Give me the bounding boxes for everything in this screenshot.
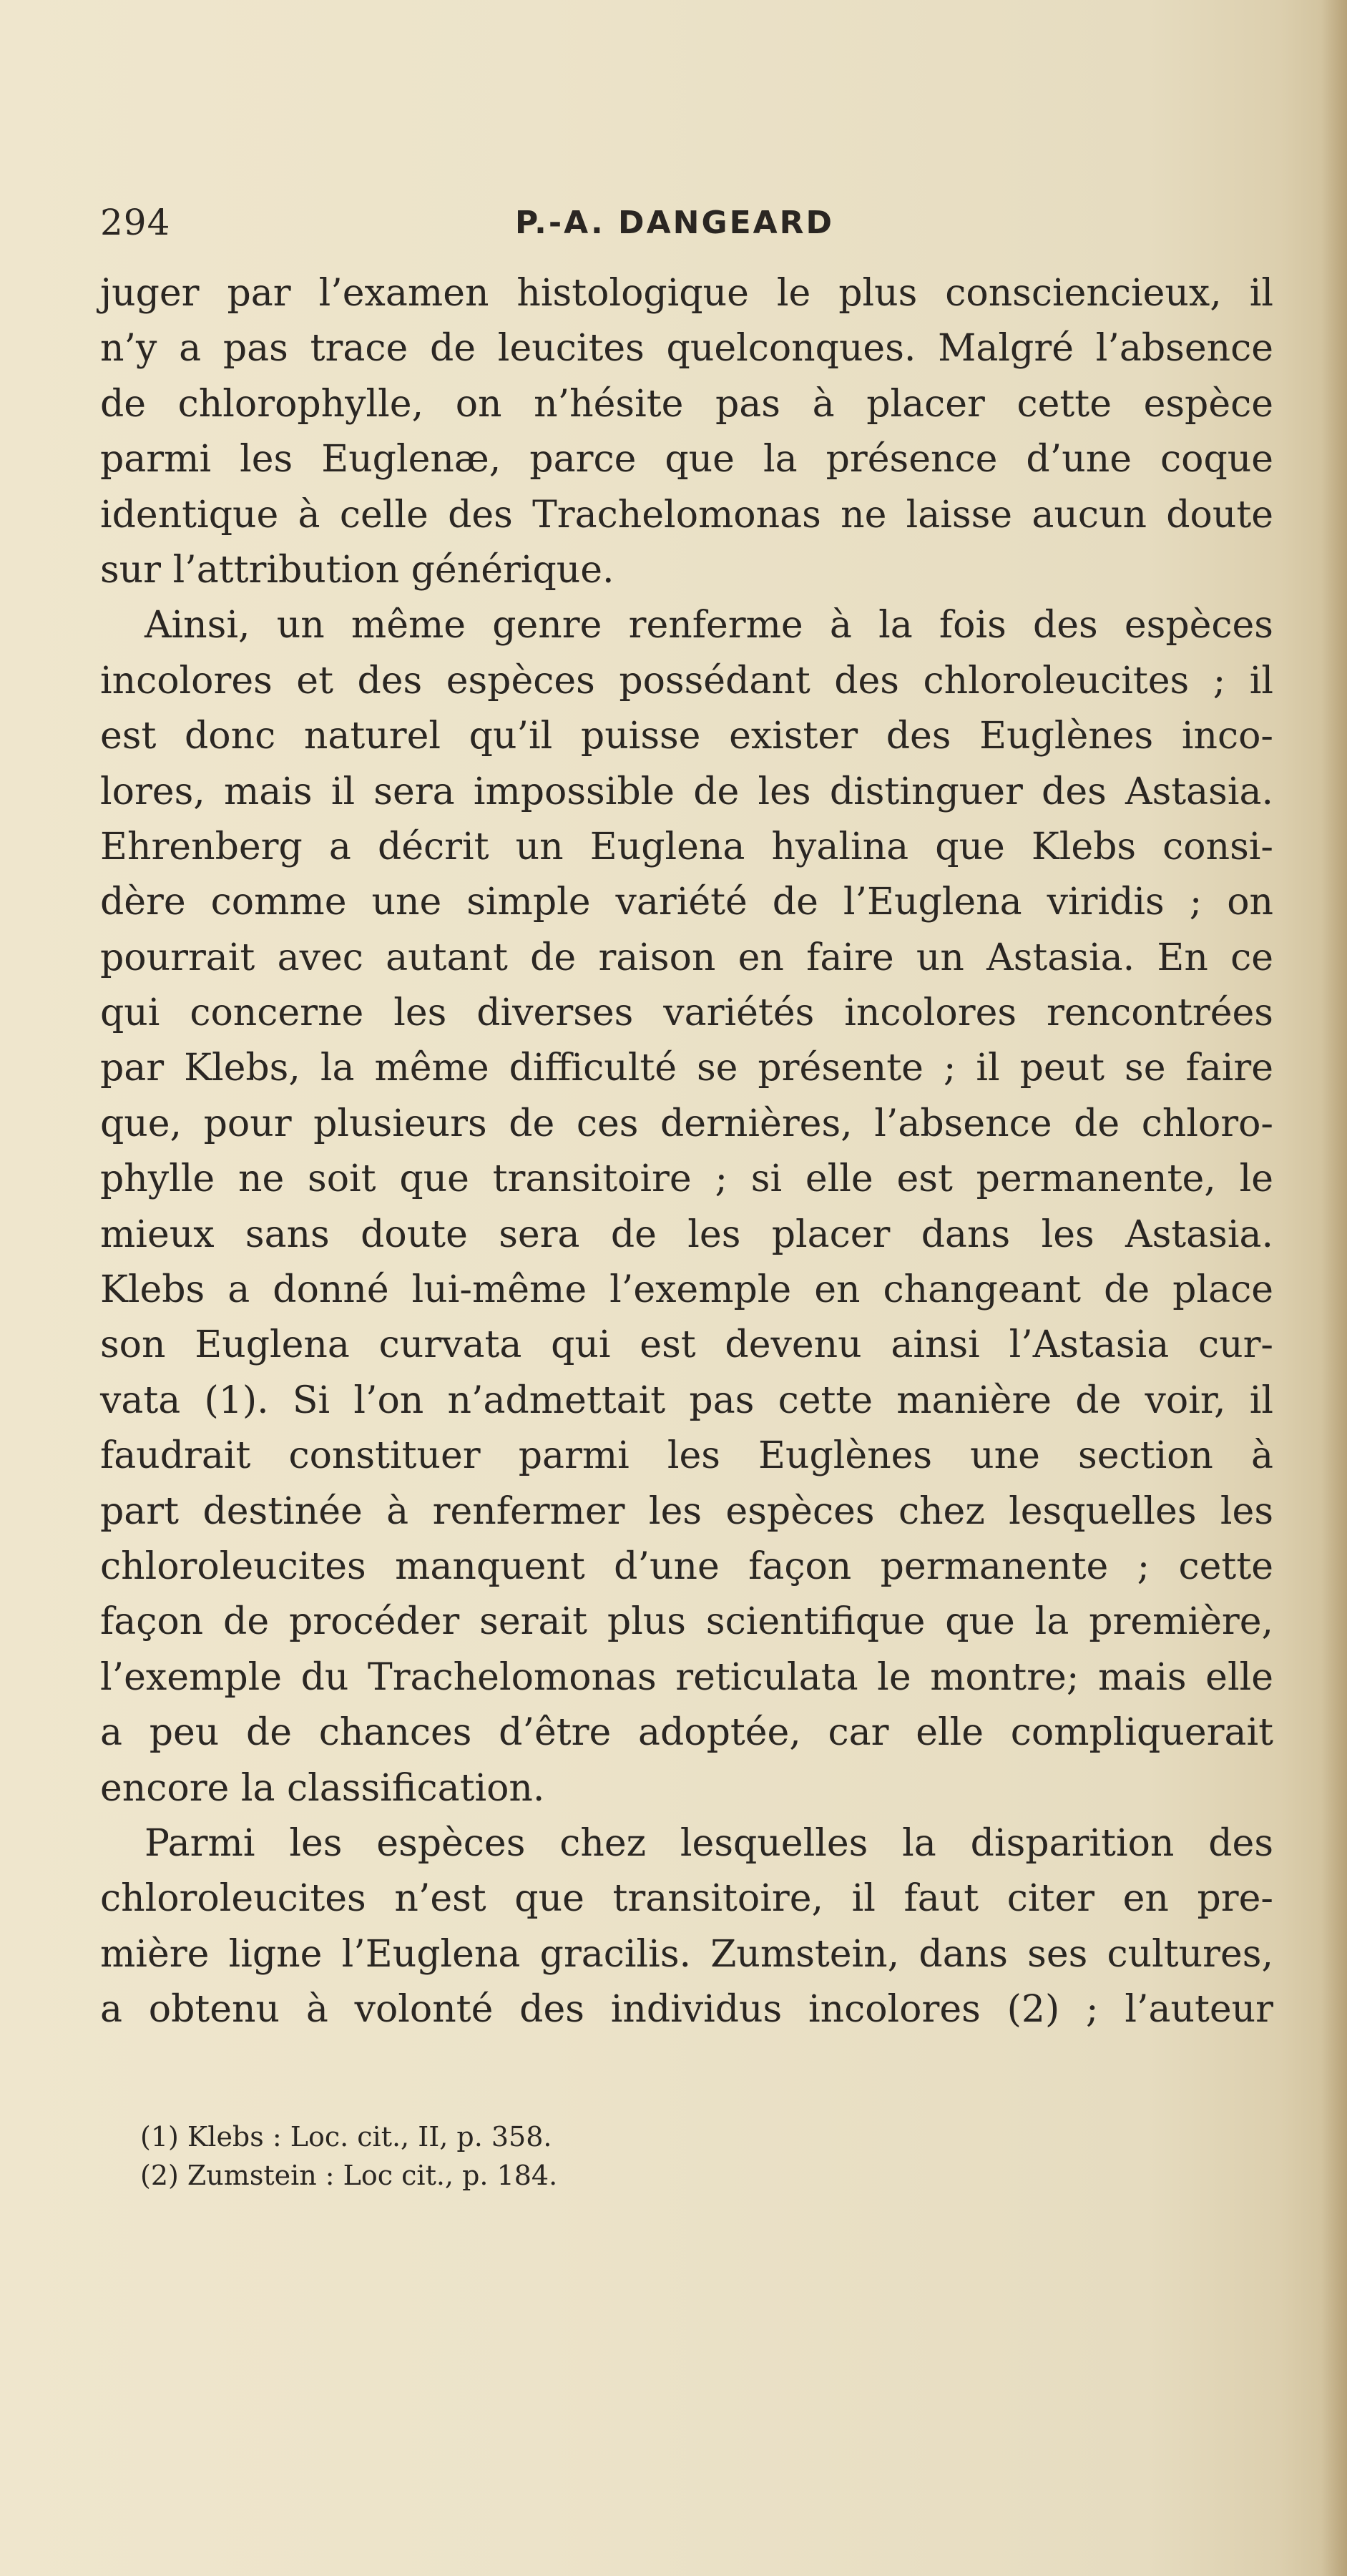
text-line: lores, mais il sera impossible de les distinguer des Astasia. — [100, 770, 1273, 813]
text-line: a peu de chances d’être adoptée, car elle compliquerait — [100, 1711, 1273, 1755]
text-line: faudrait constituer parmi les Euglènes une section à — [100, 1434, 1273, 1478]
text-line: qui concerne les diverses variétés incolores rencontrées — [100, 991, 1273, 1035]
text-line: vata (1). Si l’on n’admettait pas cette manière de voir, il — [100, 1378, 1273, 1422]
page-header — [100, 202, 1273, 252]
text-line: Parmi les espèces chez lesquelles la disparition des — [145, 1821, 1273, 1865]
text-line: phylle ne soit que transitoire ; si elle est permanente, le — [100, 1157, 1273, 1201]
text-line: sur l’attribution générique. — [100, 548, 614, 592]
text-line: a obtenu à volonté des individus incolores (2) ; l’auteur — [100, 1988, 1273, 2032]
text-line: chloroleucites n’est que transitoire, il faut citer en pre- — [100, 1877, 1273, 1921]
text-line: Ehrenberg a décrit un Euglena hyalina que Klebs consi- — [100, 825, 1273, 868]
page-edge-shadow — [1321, 0, 1347, 2576]
text-line: mieux sans doute sera de les placer dans les Astasia. — [100, 1213, 1273, 1256]
text-line: dère comme une simple variété de l’Euglena viridis ; on — [100, 881, 1273, 924]
text-line: juger par l’examen histologique le plus consciencieux, il — [100, 272, 1273, 315]
text-line: part destinée à renfermer les espèces chez lesquelles les — [100, 1489, 1273, 1533]
text-line: son Euglena curvata qui est devenu ainsi l’Astasia cur- — [100, 1323, 1273, 1367]
text-line: identique à celle des Trachelomonas ne laisse aucun doute — [100, 493, 1273, 537]
text-line: est donc naturel qu’il puisse exister des Euglènes inco- — [100, 715, 1273, 758]
text-line: que, pour plusieurs de ces dernières, l’absence de chloro- — [100, 1102, 1273, 1145]
body-text — [100, 266, 1273, 2038]
text-line: de chlorophylle, on n’hésite pas à placer cette espèce — [100, 382, 1273, 426]
text-line: incolores et des espèces possédant des chloroleucites ; il — [100, 659, 1273, 702]
running-head: P.-A. DANGEARD — [515, 205, 835, 241]
text-line: pourrait avec autant de raison en faire un Astasia. En ce — [100, 936, 1273, 979]
footnote: (2) Zumstein : Loc cit., p. 184. — [140, 2160, 558, 2191]
text-line: Ainsi, un même genre renferme à la fois des espèces — [145, 604, 1273, 647]
text-line: chloroleucites manquent d’une façon permanente ; cette — [100, 1544, 1273, 1588]
page-number: 294 — [100, 202, 171, 243]
text-line: Klebs a donné lui-même l’exemple en changeant de place — [100, 1268, 1273, 1312]
text-line: façon de procéder serait plus scientifique que la première, — [100, 1600, 1273, 1644]
text-line: l’exemple du Trachelomonas reticulata le montre; mais elle — [100, 1655, 1273, 1699]
footnote: (1) Klebs : Loc. cit., II, p. 358. — [140, 2121, 552, 2153]
text-line: mière ligne l’Euglena gracilis. Zumstein, dans ses cultures, — [100, 1932, 1273, 1976]
text-line: n’y a pas trace de leucites quelconques. Malgré l’absence — [100, 327, 1273, 371]
footnotes — [140, 2117, 1213, 2195]
text-line: encore la classification. — [100, 1766, 545, 1810]
text-line: parmi les Euglenæ, parce que la présence d’une coque — [100, 438, 1273, 481]
text-line: par Klebs, la même difficulté se présente ; il peut se faire — [100, 1047, 1273, 1090]
